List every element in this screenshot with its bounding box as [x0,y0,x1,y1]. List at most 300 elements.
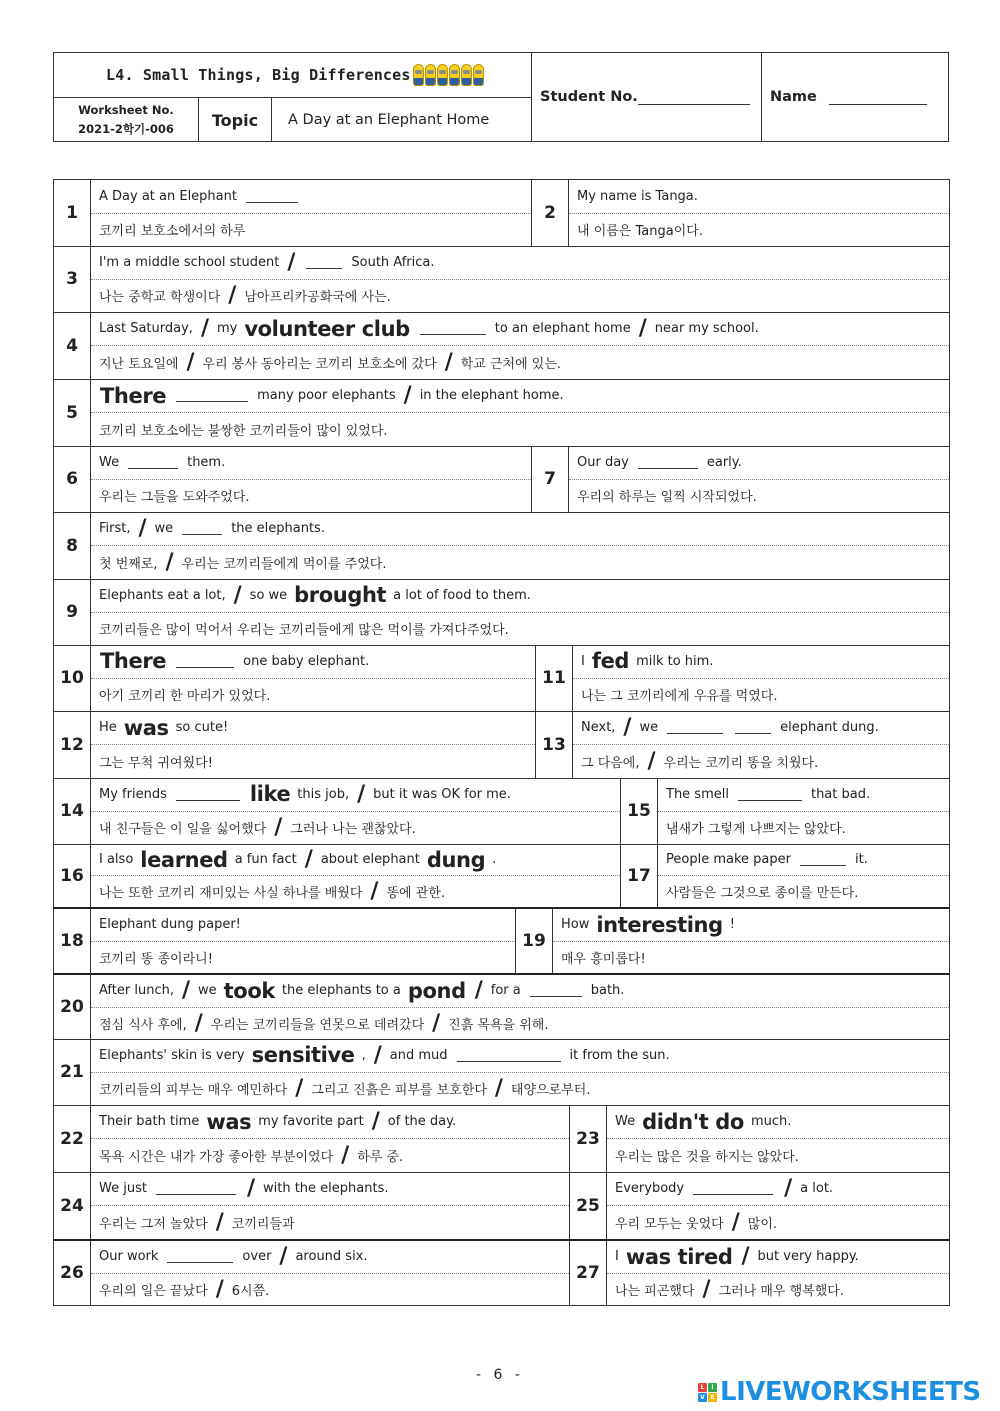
english-sentence [658,778,949,812]
text-segment: 하루 중. [357,1150,404,1165]
chunk-slash: / [194,1010,203,1036]
answer-blank[interactable] [420,322,486,335]
text-segment: The smell [666,786,729,802]
sentence-row [53,446,950,513]
text-segment: so we [249,587,288,603]
text-segment: a fun fact [234,852,297,867]
text-segment: I [615,1249,619,1265]
english-sentence [607,1241,949,1274]
answer-blank[interactable] [246,190,298,203]
english-sentence [91,711,535,745]
text-segment: 우리는 코끼리들을 연못으로 데려갔다 [210,1017,425,1033]
english-sentence [91,180,531,214]
text-segment: 내 친구들은 이 일을 싫어했다 [99,822,267,838]
english-sentence [91,844,620,876]
text-segment: 사람들은 그것으로 종이를 만든다. [666,886,859,901]
sentence-content [91,975,949,1039]
sentence-number: 14 [54,778,91,844]
text-segment: the elephants to a [281,983,401,999]
sentence-row [53,778,950,845]
sentence-number: 22 [54,1105,91,1172]
key-word: dung [426,847,486,872]
english-sentence [91,645,535,679]
sentence-row [53,844,950,908]
korean-translation [91,613,949,646]
sentence-row [53,1039,950,1106]
text-segment: 첫 번째로, [99,557,158,572]
korean-translation [607,1274,949,1306]
sentence-number: 23 [570,1105,607,1172]
sentence-row [53,973,950,1040]
sentence-content [91,1105,570,1172]
chunk-slash: / [432,1010,441,1036]
chunk-slash: / [702,1276,711,1302]
sentence-number: 16 [54,844,91,907]
sentence-row [53,379,950,447]
sentence-number: 8 [54,512,91,579]
text-segment: 태양으로부터. [510,1083,591,1099]
logo-mark-letter: E [708,1393,717,1402]
sentence-number: 19 [516,909,553,973]
sentence-content [91,379,949,446]
english-sentence [553,909,949,942]
sentence-row [53,1239,950,1306]
text-segment: but it was OK for me. [373,786,511,802]
korean-translation [91,812,620,845]
korean-translation [91,346,949,379]
text-segment: 나는 중학교 학생이다 [99,290,221,306]
key-word: There [100,383,167,408]
sentence-content [91,778,621,844]
sentence-content [573,645,949,711]
chunk-slash: / [357,781,366,807]
korean-translation [607,1139,949,1172]
answer-blank[interactable] [176,788,240,801]
name-field[interactable] [829,90,927,105]
english-sentence [91,312,949,346]
english-sentence [91,512,949,546]
text-segment: We just [99,1181,147,1196]
sentence-row [53,179,950,247]
key-word: was [123,715,169,740]
korean-translation [569,214,949,247]
korean-translation [91,546,949,579]
answer-blank[interactable] [735,721,771,734]
text-segment: 똥에 관한. [386,886,445,901]
korean-translation [91,214,531,247]
sentence-content [569,446,949,512]
english-sentence [91,1241,569,1274]
key-word: was [206,1109,252,1134]
text-segment: Next, [581,720,616,735]
text-segment: 그러나 매우 행복했다. [718,1283,844,1299]
sentence-content [91,180,532,246]
sentence-row [53,579,950,646]
logo-mark-letter: L [698,1383,707,1392]
sentence-number: 11 [536,645,573,711]
korean-translation [91,413,949,446]
text-segment: this job, [297,786,350,802]
logo-mark-icon [698,1383,717,1402]
text-segment: 나는 그 코끼리에게 우유를 먹였다. [581,689,778,705]
text-segment: that bad. [810,786,871,802]
sentence-number: 13 [536,711,573,778]
sentence-number: 2 [532,180,569,246]
text-segment: my [216,321,238,336]
text-segment: I also [99,852,134,867]
sentence-row [53,246,950,313]
liveworksheets-logo [698,1377,981,1407]
text-segment: 우리의 하루는 일찍 시작되었다. [577,490,757,506]
korean-translation [658,876,949,907]
text-segment: 우리는 코끼리들에게 먹이를 주었다. [181,557,387,572]
korean-translation [569,480,949,513]
chunk-slash: / [186,350,195,375]
sentence-content [91,246,949,312]
text-segment: 지난 토요일에 [99,357,179,372]
chunk-slash: / [474,978,483,1004]
text-segment: Elephant dung paper! [99,917,241,933]
text-segment: 아기 코끼리 한 마리가 있었다. [99,689,271,705]
worksheet-label: Worksheet No. [78,103,174,117]
answer-blank[interactable] [156,1182,236,1195]
chunk-slash: / [444,350,453,375]
chunk-slash: / [370,879,379,904]
text-segment: 코끼리들의 피부는 매우 예민하다 [99,1083,288,1099]
answer-blank[interactable] [128,456,178,469]
sentence-number: 17 [621,844,658,907]
korean-translation [91,280,949,313]
sentence-number: 24 [54,1172,91,1239]
sentence-content [553,909,949,973]
sentence-number: 21 [54,1039,91,1105]
logo-mark-letter: V [698,1393,707,1402]
sentence-row [53,907,950,974]
text-segment: He [99,720,117,735]
logo-text: LIVEWORKSHEETS [720,1377,981,1407]
answer-blank[interactable] [693,1182,773,1195]
text-segment: 학교 근처에 있는. [460,357,562,372]
text-segment: Our day [577,454,629,470]
answer-blank[interactable] [638,456,698,469]
text-segment: 목욕 시간은 내가 가장 좋아한 부분이었다 [99,1150,334,1165]
english-sentence [91,1039,949,1073]
text-segment: around six. [295,1249,368,1265]
text-segment: How [561,917,590,933]
sentence-content [573,711,949,778]
chunk-slash: / [246,1176,255,1201]
key-word: was tired [625,1244,733,1269]
chunk-slash: / [647,749,656,774]
chunk-slash: / [623,715,632,740]
text-segment: about elephant [320,852,420,867]
text-segment: People make paper [666,852,791,867]
korean-translation [91,745,535,778]
key-word: There [100,649,167,674]
chunk-slash: / [181,978,191,1004]
answer-blank[interactable] [176,655,234,668]
sentence-content [658,778,949,844]
sentence-number: 4 [54,312,91,379]
sentence-number: 25 [570,1172,607,1239]
sentence-content [607,1172,949,1239]
text-segment: 그는 무척 귀여웠다! [99,756,213,771]
text-segment: 그러나 나는 괜찮았다. [290,822,416,838]
answer-blank[interactable] [738,788,802,801]
sentence-content [91,711,536,778]
key-word: interesting [596,912,723,937]
answer-blank[interactable] [800,853,846,866]
topic-label: Topic [199,98,272,142]
worksheet-number-cell [54,98,199,142]
chunk-slash: / [228,283,237,309]
text-segment: we [639,720,659,735]
sentence-number: 12 [54,711,91,778]
text-segment: We [615,1114,636,1129]
key-word: didn't do [642,1109,744,1134]
chunk-slash: / [274,815,283,841]
text-segment: 코끼리 보호소에는 불쌍한 코끼리들이 많이 있었다. [99,424,388,439]
english-sentence [91,246,949,280]
topic-value: A Day at an Elephant Home [272,98,532,142]
lesson-title-cell [54,53,532,98]
page-number: - 6 - [476,1367,524,1383]
name-label: Name [770,89,817,105]
name-cell [762,53,948,141]
text-segment: a lot of food to them. [393,587,531,603]
sentence-number: 20 [54,975,91,1039]
text-segment: 매우 흥미롭다! [561,951,646,967]
text-segment: 우리는 그들을 도와주었다. [99,490,250,506]
chunk-slash: / [373,1042,382,1068]
text-segment: bath. [590,983,625,999]
key-word: brought [294,583,387,608]
student-number-label: Student No. [540,89,638,105]
text-segment: . [492,852,497,867]
korean-translation [91,1139,569,1172]
sentence-content [91,909,516,973]
sentence-content [91,1241,570,1305]
text-segment: 나는 또한 코끼리 재미있는 사실 하나를 배웠다 [99,886,363,901]
answer-blank[interactable] [306,256,342,269]
sentence-content [91,1039,949,1105]
english-sentence [569,180,949,214]
chunk-slash: / [741,1244,750,1270]
text-segment: so cute! [175,720,229,735]
korean-translation [553,942,949,974]
sentence-row [53,1172,950,1240]
student-number-field[interactable] [638,90,750,105]
sentence-content [91,512,949,579]
text-segment: 우리는 많은 것을 하지는 않았다. [615,1150,799,1165]
text-segment: early. [706,454,742,470]
sentence-row [53,312,950,380]
text-segment: I'm a middle school student [99,254,280,270]
sentence-content [91,1172,570,1239]
student-number-cell [532,53,762,141]
english-sentence [91,909,515,942]
text-segment: Elephants eat a lot, [99,587,226,603]
chunk-slash: / [731,1210,740,1235]
key-word: fed [591,649,630,674]
answer-blank[interactable] [530,984,582,997]
key-word: took [223,978,275,1003]
text-segment: we [198,983,217,999]
sentence-row [53,711,950,779]
english-sentence [91,778,620,812]
text-segment: After lunch, [99,983,174,999]
text-segment: much. [750,1114,792,1129]
text-segment: 점심 식사 후에, [99,1017,187,1033]
key-word: sensitive [251,1043,355,1068]
answer-blank[interactable] [667,721,723,734]
sentence-number: 18 [54,909,91,973]
text-segment: 코끼리들은 많이 먹어서 우리는 코끼리들에게 많은 먹이를 가져다주었다. [99,623,509,639]
english-sentence [91,446,531,480]
text-segment: Last Saturday, [99,321,193,336]
english-sentence [607,1172,949,1206]
sentence-content [91,446,532,512]
text-segment: Elephants' skin is very [99,1047,245,1063]
english-sentence [91,579,949,613]
worksheet-number: 2021-2학기-006 [78,122,174,136]
english-sentence [658,844,949,876]
text-segment: Our work [99,1249,159,1265]
text-segment: My friends [99,786,167,802]
text-segment: 진흙 목욕을 위해. [448,1017,549,1033]
text-segment: elephant dung. [780,720,879,735]
text-segment: 냄새가 그렇게 나쁘지는 않았다. [666,822,846,838]
text-segment: Everybody [615,1181,685,1196]
sentence-number: 9 [54,579,91,645]
sentence-row [53,512,950,580]
sentence-content [607,1241,949,1305]
chunk-slash: / [215,1210,224,1235]
sentence-row [53,1105,950,1173]
korean-translation [91,942,515,974]
text-segment: we [154,521,174,536]
chunk-slash: / [165,550,174,575]
text-segment: for a [490,983,521,999]
chunk-slash: / [638,316,647,341]
text-segment: the elephants. [231,521,325,536]
sentence-number: 6 [54,446,91,512]
key-word: learned [140,847,228,872]
korean-translation [573,679,949,712]
sentence-row [53,645,950,712]
text-segment: my favorite part [258,1114,364,1129]
english-sentence [91,1172,569,1206]
sentence-content [91,312,949,379]
english-sentence [91,1105,569,1139]
text-segment: A Day at an Elephant [99,188,237,204]
text-segment: one baby elephant. [243,653,370,669]
korean-translation [91,1073,949,1106]
text-segment: 내 이름은 Tanga이다. [577,224,703,240]
sentence-content [91,645,536,711]
text-segment: 그 다음에, [581,756,640,771]
answer-blank[interactable] [457,1049,561,1062]
chunk-slash: / [295,1076,304,1102]
sentence-content [658,844,949,907]
text-segment: in the elephant home. [419,388,564,403]
chunk-slash: / [304,847,313,872]
text-segment: them. [187,454,226,470]
chunk-slash: / [403,383,412,408]
text-segment: 6시쯤. [231,1283,270,1299]
text-segment: 우리는 코끼리 똥을 치웠다. [663,756,819,771]
korean-translation [91,480,531,513]
lesson-title: L4. Small Things, Big Differences [106,66,411,84]
sentence-number: 15 [621,778,658,844]
text-segment: a lot. [800,1181,834,1196]
text-segment: 코끼리 똥 종이라니! [99,951,213,967]
english-sentence [569,446,949,480]
text-segment: 우리 모두는 웃었다 [615,1217,724,1232]
chunk-slash: / [200,316,209,341]
text-segment: 그리고 진흙은 피부를 보호한다 [311,1083,487,1099]
text-segment: it from the sun. [569,1047,670,1063]
text-segment: 우리는 그저 놀았다 [99,1217,208,1232]
korean-translation [91,1274,569,1306]
chunk-slash: / [215,1276,224,1302]
english-sentence [573,645,949,679]
answer-blank[interactable] [176,389,248,402]
chunk-slash: / [233,582,242,608]
korean-translation [91,876,620,907]
text-segment: of the day. [387,1114,457,1129]
text-segment: 남아프리카공화국에 사는. [244,290,391,306]
text-segment: it. [854,852,868,867]
korean-translation [91,679,535,712]
sentence-number: 27 [570,1241,607,1305]
text-segment: over [242,1249,272,1265]
logo-mark-letter: I [708,1383,717,1392]
text-segment: 나는 피곤했다 [615,1283,695,1299]
worksheet-header [53,52,949,142]
english-sentence [607,1105,949,1139]
chunk-slash: / [138,516,147,541]
answer-blank[interactable] [182,522,222,535]
korean-translation [658,812,949,845]
text-segment: Their bath time [99,1114,200,1129]
sentence-content [607,1105,949,1172]
key-word: pond [407,978,466,1003]
korean-translation [91,1206,569,1239]
chunk-slash: / [279,1244,288,1270]
answer-blank[interactable] [167,1250,233,1263]
text-segment: 우리 봉사 동아리는 코끼리 보호소에 갔다 [202,357,437,372]
sentence-number: 5 [54,379,91,446]
sentence-number: 3 [54,246,91,312]
text-segment: with the elephants. [263,1181,389,1196]
text-segment: 코끼리들과 [231,1217,295,1232]
text-segment: ! [729,917,735,933]
text-segment: to an elephant home [494,321,631,336]
chunk-slash: / [371,1109,380,1134]
text-segment: I [581,653,585,669]
text-segment: South Africa. [351,254,435,270]
korean-translation [607,1206,949,1239]
korean-translation [573,745,949,778]
text-segment: 많이. [747,1217,778,1232]
text-segment: many poor elephants [257,388,396,403]
key-word: like [249,782,291,807]
text-segment: and mud [389,1047,448,1063]
chunk-slash: / [784,1176,793,1201]
english-sentence [91,379,949,413]
minions-icon [413,64,484,86]
